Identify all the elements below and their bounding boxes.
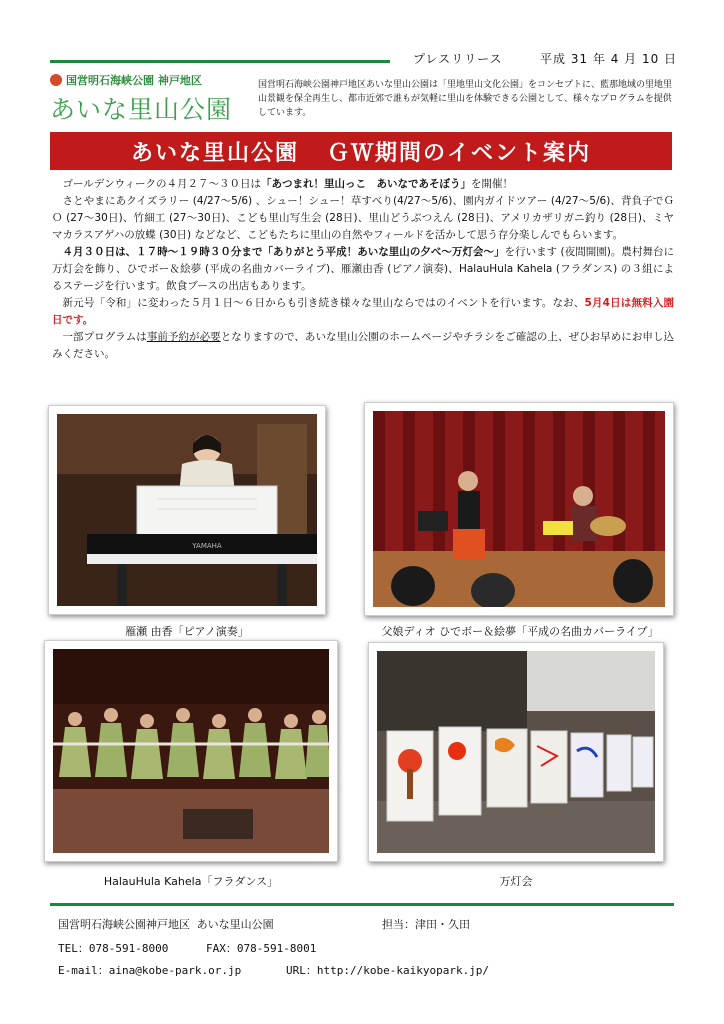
photo-lanterns bbox=[368, 642, 664, 862]
footer-fax: FAX：078-591-8001 bbox=[206, 942, 317, 955]
footer-url-link[interactable]: URL：http://kobe-kaikyopark.jp/ bbox=[286, 964, 490, 977]
intro-text: 国営明石海峡公園神戸地区あいな里山公園は「里地里山文化公園」をコンセプトに、藍那地域の里地里山景観を保全再生し、都市近郊で誰もが気軽に里山を体験できる公園として、様々なプログラムを提供しています。 bbox=[258, 80, 673, 118]
footer-contact: 担当：津田・久田 bbox=[382, 918, 470, 931]
footer-email-link[interactable]: E-mail：aina@kobe-park.or.jp bbox=[58, 964, 242, 977]
logo-main-text: あいな里山公園 bbox=[50, 95, 233, 124]
piano-scene-image bbox=[57, 414, 317, 606]
paragraph-1: ゴールデンウィークの４月２７～３０日は「あつまれ！里山っこ あいなであそぼう」を開催！ bbox=[62, 178, 513, 190]
footer-org: 国営明石海峡公園神戸地区 あいな里山公園 bbox=[58, 918, 274, 931]
logo-top-text: 国営明石海峡公園 神戸地区 bbox=[66, 74, 202, 87]
paragraph-4: 新元号「令和」に変わった５月１日～６日からも引き続き様々な里山ならではのイベントを行います。なお、5月4日は無料入園日です。 bbox=[52, 297, 674, 326]
caption-hula: HalauHula Kahela「フラダンス」 bbox=[103, 875, 279, 888]
live-scene-image bbox=[373, 411, 665, 607]
caption-lanterns: 万灯会 bbox=[499, 875, 533, 888]
paragraph-2: さとやまにあクイズラリー (4/27～5/6) 、シュー！シュー！草すべり(4/27～5/6)、園内ガイドツアー (4/27～5/6)、背負子でＧＯ (27～30日)、竹細工 (27～30日)、こども里山写生会 (28日)、里山どうぶつえん (28日)、アメリカザリガニ釣り (28日)、ミヤマカラスアゲハの放蝶 (30日) などなど、こどもたちに里山の自然やフィールドを活かして思う存分楽しんでもらいます。 bbox=[52, 195, 674, 241]
top-rule bbox=[50, 60, 390, 63]
paragraph-5: 一部プログラムは事前予約が必要となりますので、あいな里山公園のホームページやチラシをご確認の上、ぜひお早めにお申し込みください。 bbox=[52, 331, 675, 360]
piano-brand-label: YAMAHA bbox=[192, 542, 222, 550]
caption-live: 父娘ディオ ひでボー＆絵夢「平成の名曲カバーライブ」 bbox=[381, 625, 659, 638]
bottom-rule bbox=[50, 903, 674, 906]
photo-live bbox=[364, 402, 674, 616]
photo-hula bbox=[44, 640, 338, 862]
logo-mark-icon bbox=[50, 74, 62, 86]
event-body bbox=[52, 176, 674, 363]
photo-piano bbox=[48, 405, 326, 615]
lantern-scene-image bbox=[377, 651, 655, 853]
park-logo bbox=[50, 72, 250, 132]
title-banner bbox=[50, 132, 672, 170]
banner-park-name: あいな里山公園 bbox=[130, 140, 299, 166]
press-release-label: プレスリリース bbox=[413, 52, 503, 66]
footer-tel: TEL：078-591-8000 bbox=[58, 942, 169, 955]
hula-scene-image bbox=[53, 649, 329, 853]
caption-piano: 雁瀬 由香「ピアノ演奏」 bbox=[125, 625, 249, 638]
paragraph-3: ４月３０日は、１７時～１９時３０分まで「ありがとう平成！あいな里山の夕べ～万灯会～」を行います (夜間開園)。農村舞台に万灯会を飾り、ひでボー＆絵夢 (平成の名曲カバーライブ)、雁瀬由香 (ピアノ演奏)、HalauHula Kahela (フラダンス) の３組によるステージを行います。飲食ブースの出店もあります。 bbox=[52, 246, 675, 292]
banner-event-title: ＧＷ期間のイベント案内 bbox=[327, 140, 592, 166]
release-date: 平成 31 年 4 月 10 日 bbox=[540, 52, 678, 66]
